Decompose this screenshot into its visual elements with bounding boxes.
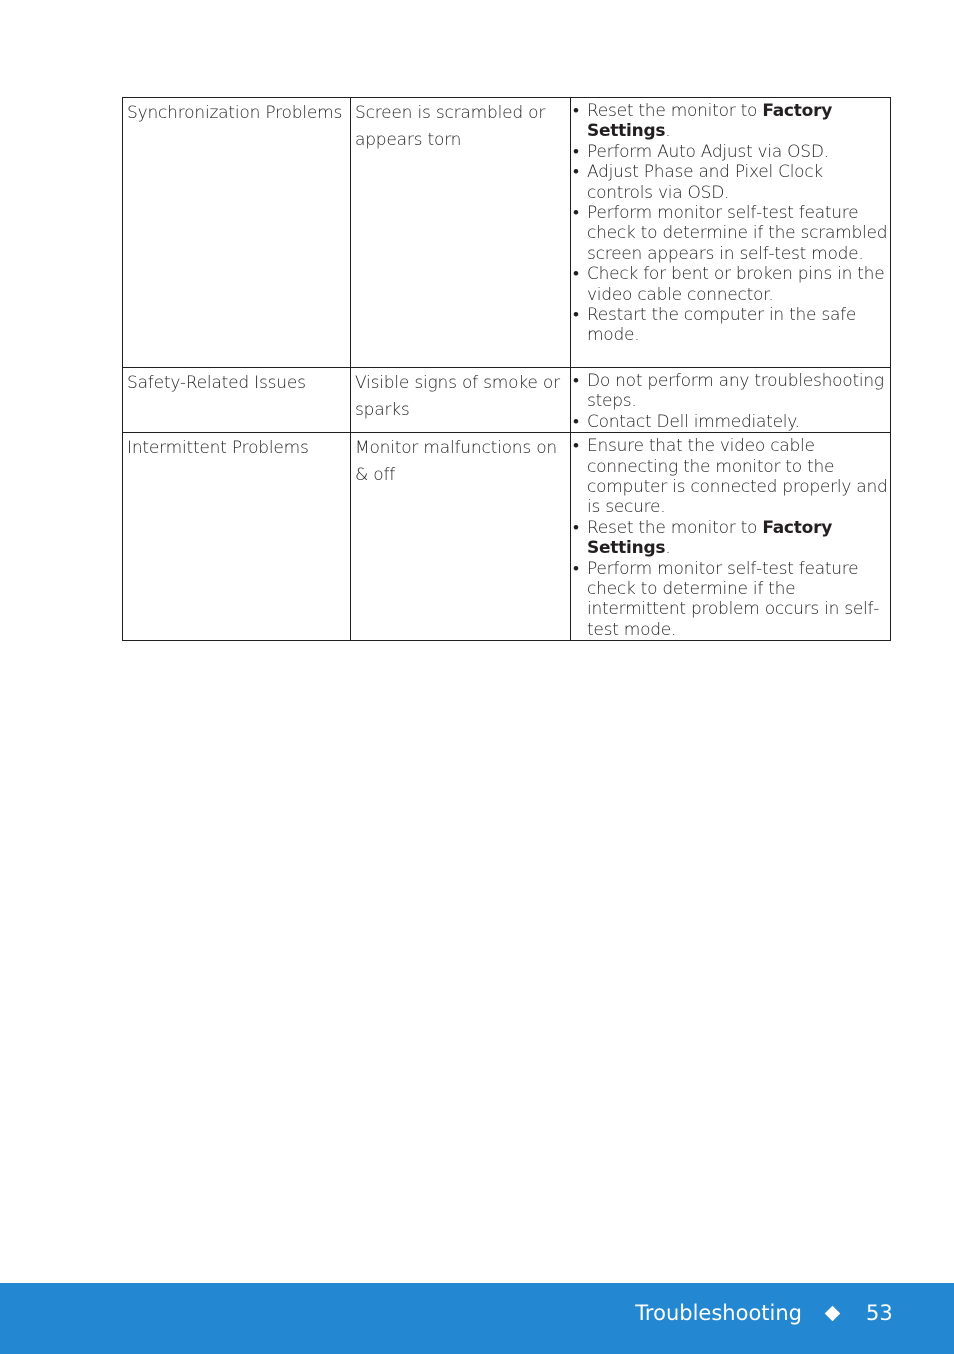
problem-text: Synchronization Problems bbox=[127, 103, 343, 123]
bullet-icon: • bbox=[573, 436, 579, 457]
problem-cell bbox=[123, 368, 351, 433]
solution-cell bbox=[571, 98, 891, 368]
list-item: • Check for bent or broken pins in the video cable connector. bbox=[573, 264, 885, 305]
list-item: • Perform Auto Adjust via OSD. bbox=[573, 141, 829, 162]
bullet-icon: • bbox=[573, 305, 579, 326]
list-item: • Do not perform any troubleshooting steps. bbox=[573, 371, 884, 412]
table-row bbox=[123, 368, 891, 433]
list-item: • Contact Dell immediately. bbox=[573, 411, 800, 432]
page-number: 53 bbox=[866, 1301, 893, 1325]
solution-list bbox=[571, 368, 890, 432]
symptom-text: Monitor malfunctions on & off bbox=[355, 438, 558, 486]
list-item: • Perform monitor self-test feature check to determine if the scrambled screen appears in self-test mode. bbox=[573, 203, 888, 264]
footer-bar bbox=[0, 1283, 954, 1354]
bullet-icon: • bbox=[573, 101, 579, 121]
bullet-icon: • bbox=[573, 371, 579, 391]
table-row bbox=[123, 98, 891, 368]
bullet-icon: • bbox=[573, 558, 579, 579]
symptom-cell bbox=[351, 368, 571, 433]
solution-cell bbox=[571, 368, 891, 433]
list-item: • Adjust Phase and Pixel Clock controls via OSD. bbox=[573, 162, 824, 203]
bullet-icon: • bbox=[573, 203, 579, 224]
problem-text: Intermittent Problems bbox=[127, 438, 309, 459]
problem-text: Safety-Related Issues bbox=[127, 373, 306, 393]
list-item: • Perform monitor self-test feature check to determine if the intermittent problem occurs in self-test mode. bbox=[573, 558, 880, 640]
solution-cell bbox=[571, 433, 891, 641]
symptom-text: Screen is scrambled or appears torn bbox=[355, 103, 546, 150]
bullet-icon: • bbox=[573, 162, 579, 183]
bullet-icon: • bbox=[573, 264, 579, 285]
symptom-cell bbox=[351, 433, 571, 641]
list-item: • Ensure that the video cable connecting the monitor to the computer is connected properly and is secure. bbox=[573, 436, 888, 518]
solution-list bbox=[571, 433, 890, 640]
list-item: • Restart the computer in the safe mode. bbox=[573, 305, 857, 346]
table-row bbox=[123, 433, 891, 641]
troubleshooting-table bbox=[122, 97, 891, 641]
solution-list bbox=[571, 98, 890, 346]
symptom-text: Visible signs of smoke or sparks bbox=[355, 373, 560, 420]
section-title: Troubleshooting bbox=[635, 1301, 802, 1325]
list-item: • Reset the monitor to Factory Settings. bbox=[573, 101, 833, 142]
bullet-icon: • bbox=[573, 141, 579, 162]
symptom-cell bbox=[351, 98, 571, 368]
problem-cell bbox=[123, 98, 351, 368]
bullet-icon: • bbox=[573, 517, 579, 538]
problem-cell bbox=[123, 433, 351, 641]
list-item: • Reset the monitor to Factory Settings. bbox=[573, 517, 833, 559]
bullet-icon: • bbox=[573, 411, 579, 432]
